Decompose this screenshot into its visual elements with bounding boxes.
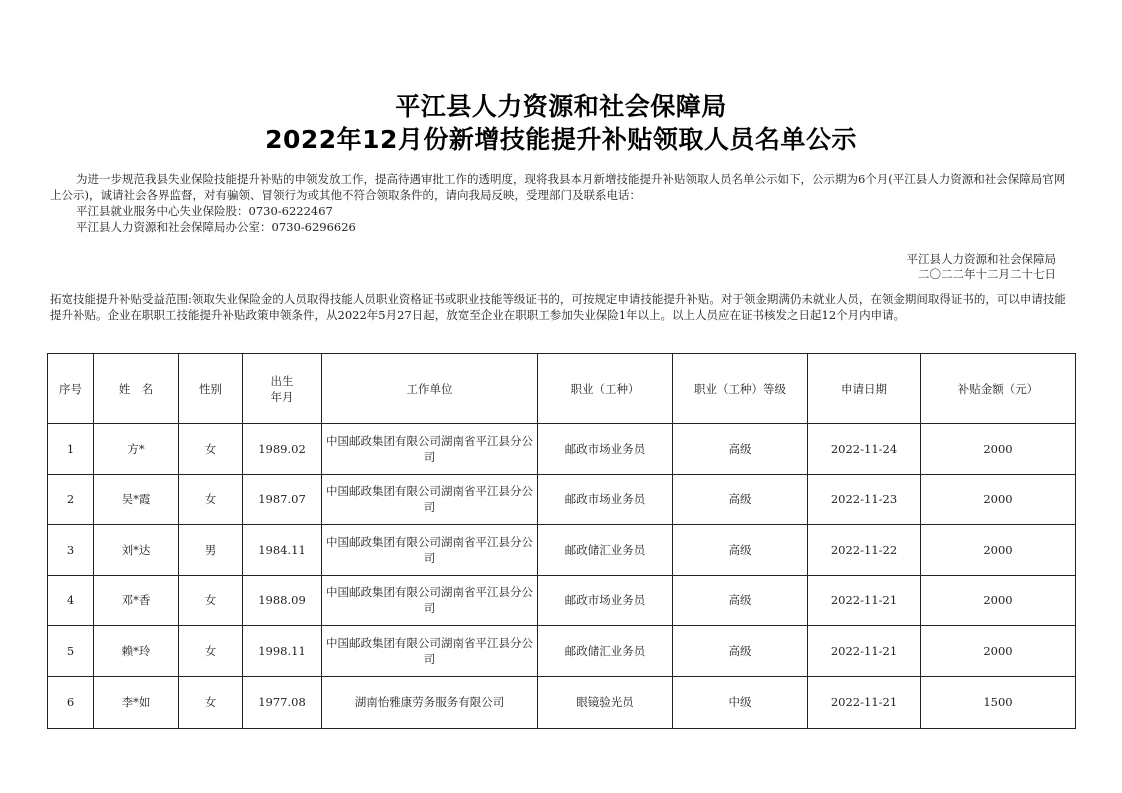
col-header-amount: 补贴金额（元） xyxy=(921,354,1076,424)
cell-employer: 中国邮政集团有限公司湖南省平江县分公司 xyxy=(322,525,538,576)
cell-occupation: 邮政市场业务员 xyxy=(538,474,673,525)
page-subtitle: 2022年12月份新增技能提升补贴领取人员名单公示 xyxy=(265,125,857,154)
cell-employer: 中国邮政集团有限公司湖南省平江县分公司 xyxy=(322,626,538,677)
col-header-apply-date: 申请日期 xyxy=(808,354,921,424)
intro-paragraph: 为进一步规范我县失业保险技能提升补贴的申领发放工作，提高待遇审批工作的透明度，现将我县本月新增技能提升补贴领取人员名单公示如下，公示期为6个月(平江县人力资源和社会保障局官网上公示)，诚请社会各界监督，对有骗领、冒领行为或其他不符合领取条件的，请向我局反映，受理部门及联系电话： xyxy=(50,172,1066,202)
cell-no: 6 xyxy=(48,676,94,728)
col-header-employer: 工作单位 xyxy=(322,354,538,424)
cell-amount: 2000 xyxy=(921,474,1076,525)
cell-amount: 2000 xyxy=(921,424,1076,475)
col-header-level: 职业（工种）等级 xyxy=(673,354,808,424)
cell-birth: 1987.07 xyxy=(243,474,322,525)
table-row xyxy=(48,575,1076,626)
cell-apply-date: 2022-11-22 xyxy=(808,525,921,576)
cell-name: 邓*香 xyxy=(94,575,179,626)
cell-apply-date: 2022-11-23 xyxy=(808,474,921,525)
cell-name: 方* xyxy=(94,424,179,475)
cell-birth: 1988.09 xyxy=(243,575,322,626)
table-row xyxy=(48,424,1076,475)
signature-org: 平江县人力资源和社会保障局 xyxy=(906,252,1056,266)
cell-amount: 1500 xyxy=(921,676,1076,728)
cell-no: 2 xyxy=(48,474,94,525)
cell-occupation: 邮政市场业务员 xyxy=(538,424,673,475)
cell-amount: 2000 xyxy=(921,575,1076,626)
scope-paragraph: 拓宽技能提升补贴受益范围:领取失业保险金的人员取得技能人员职业资格证书或职业技能等级证书的，可按规定申请技能提升补贴。对于领金期满仍未就业人员，在领金期间取得证书的，可以申请技能提升补贴。企业在职职工技能提升补贴政策申领条件，从2022年5月27日起，放宽至企业在职职工参加失业保险1年以上。以上人员应在证书核发之日起12个月内申请。 xyxy=(50,292,1066,322)
cell-apply-date: 2022-11-24 xyxy=(808,424,921,475)
cell-name: 刘*达 xyxy=(94,525,179,576)
cell-gender: 女 xyxy=(179,676,243,728)
col-header-name: 姓 名 xyxy=(94,354,179,424)
contact-line-employment-center: 平江县就业服务中心失业保险股：0730-6222467 xyxy=(76,204,333,218)
cell-level: 中级 xyxy=(673,676,808,728)
cell-name: 李*如 xyxy=(94,676,179,728)
cell-no: 1 xyxy=(48,424,94,475)
cell-no: 3 xyxy=(48,525,94,576)
cell-gender: 女 xyxy=(179,474,243,525)
cell-name: 赖*玲 xyxy=(94,626,179,677)
cell-apply-date: 2022-11-21 xyxy=(808,626,921,677)
cell-employer: 中国邮政集团有限公司湖南省平江县分公司 xyxy=(322,474,538,525)
col-header-no: 序号 xyxy=(48,354,94,424)
cell-occupation: 邮政市场业务员 xyxy=(538,575,673,626)
page-title: 平江县人力资源和社会保障局 xyxy=(395,92,727,121)
cell-employer: 中国邮政集团有限公司湖南省平江县分公司 xyxy=(322,424,538,475)
cell-apply-date: 2022-11-21 xyxy=(808,676,921,728)
cell-level: 高级 xyxy=(673,575,808,626)
cell-amount: 2000 xyxy=(921,525,1076,576)
table-header-row xyxy=(48,354,1076,424)
cell-apply-date: 2022-11-21 xyxy=(808,575,921,626)
cell-amount: 2000 xyxy=(921,626,1076,677)
table-row xyxy=(48,474,1076,525)
contact-line-bureau-office: 平江县人力资源和社会保障局办公室：0730-6296626 xyxy=(76,220,356,234)
table-row xyxy=(48,676,1076,728)
table-row xyxy=(48,626,1076,677)
cell-occupation: 邮政储汇业务员 xyxy=(538,525,673,576)
cell-level: 高级 xyxy=(673,424,808,475)
cell-no: 4 xyxy=(48,575,94,626)
cell-gender: 男 xyxy=(179,525,243,576)
cell-birth: 1977.08 xyxy=(243,676,322,728)
cell-gender: 女 xyxy=(179,575,243,626)
cell-gender: 女 xyxy=(179,626,243,677)
cell-occupation: 眼镜验光员 xyxy=(538,676,673,728)
cell-name: 吴*霞 xyxy=(94,474,179,525)
cell-employer: 湖南怡雅康劳务服务有限公司 xyxy=(322,676,538,728)
cell-level: 高级 xyxy=(673,525,808,576)
cell-birth: 1984.11 xyxy=(243,525,322,576)
col-header-birth xyxy=(243,354,322,424)
table-row xyxy=(48,525,1076,576)
cell-occupation: 邮政储汇业务员 xyxy=(538,626,673,677)
signature-date: 二〇二二年十二月二十七日 xyxy=(918,267,1056,281)
cell-birth: 1989.02 xyxy=(243,424,322,475)
col-header-birth-line1: 出生 xyxy=(270,373,294,388)
cell-level: 高级 xyxy=(673,474,808,525)
cell-employer: 中国邮政集团有限公司湖南省平江县分公司 xyxy=(322,575,538,626)
recipient-table xyxy=(47,353,1076,729)
cell-gender: 女 xyxy=(179,424,243,475)
cell-level: 高级 xyxy=(673,626,808,677)
col-header-occupation: 职业（工种） xyxy=(538,354,673,424)
cell-birth: 1998.11 xyxy=(243,626,322,677)
col-header-gender: 性别 xyxy=(179,354,243,424)
cell-no: 5 xyxy=(48,626,94,677)
col-header-birth-line2: 年月 xyxy=(270,389,294,404)
